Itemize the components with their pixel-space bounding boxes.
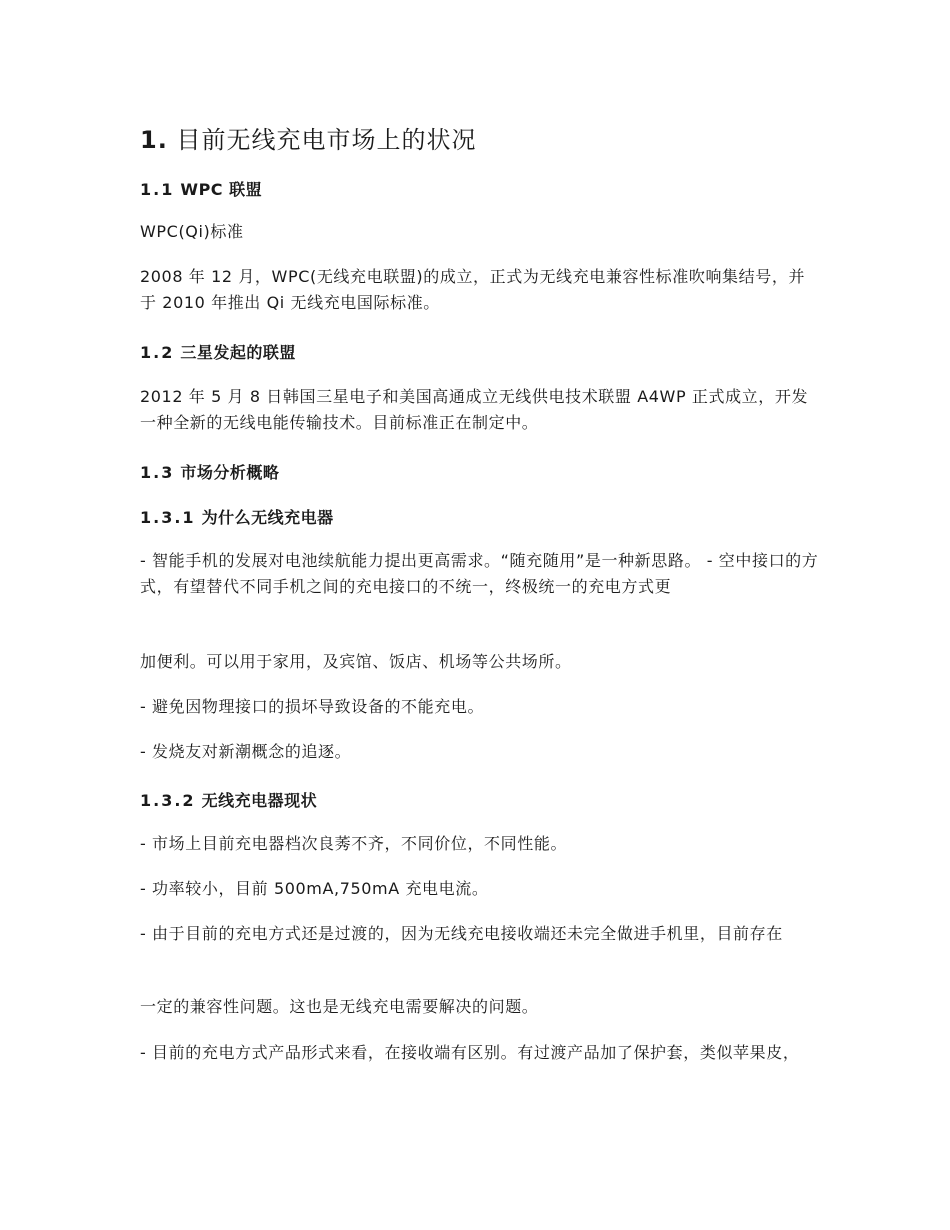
section-number: 1.3.2 bbox=[140, 791, 196, 810]
paragraph-wpc-history: 2008 年 12 月，WPC(无线充电联盟)的成立，正式为无线充电兼容性标准吹响集结号，并于 2010 年推出 Qi 无线充电国际标准。 bbox=[140, 267, 806, 312]
section-text: 无线充电器现状 bbox=[201, 791, 318, 810]
section-text: 为什么无线充电器 bbox=[201, 508, 334, 527]
paragraph-transition: - 由于目前的充电方式还是过渡的，因为无线充电接收端还未完全做进手机里，目前存在 bbox=[140, 924, 783, 943]
section-number: 1.3 bbox=[140, 463, 175, 482]
paragraph-a4wp: 2012 年 5 月 8 日韩国三星电子和美国高通成立无线供电技术联盟 A4WP 正式成立，开发一种全新的无线电能传输技术。目前标准正在制定中。 bbox=[140, 387, 809, 432]
paragraph-market-quality: - 市场上目前充电器档次良莠不齐，不同价位，不同性能。 bbox=[140, 834, 568, 853]
section-heading-1-3-1 bbox=[140, 505, 334, 528]
section-heading-1-2 bbox=[140, 340, 296, 363]
heading-text: 目前无线充电市场上的状况 bbox=[176, 126, 477, 154]
paragraph-convenience: 加便利。可以用于家用，及宾馆、饭店、机场等公共场所。 bbox=[140, 652, 572, 671]
section-text: 市场分析概略 bbox=[180, 463, 280, 482]
section-number: 1.2 bbox=[140, 343, 175, 362]
heading-number: 1. bbox=[140, 126, 168, 154]
paragraph-compatibility: 一定的兼容性问题。这也是无线充电需要解决的问题。 bbox=[140, 997, 539, 1016]
paragraph-wpc-standard: WPC(Qi)标准 bbox=[140, 222, 244, 241]
section-number: 1.3.1 bbox=[140, 508, 196, 527]
page-title bbox=[140, 120, 476, 155]
paragraph-avoid-damage: - 避免因物理接口的损坏导致设备的不能充电。 bbox=[140, 697, 485, 716]
section-heading-1-1 bbox=[140, 177, 262, 200]
paragraph-why-wireless: - 智能手机的发展对电池续航能力提出更高需求。“随充随用”是一种新思路。 - 空中接口的方式，有望替代不同手机之间的充电接口的不统一，终极统一的充电方式更 bbox=[140, 551, 819, 596]
section-heading-1-3-2 bbox=[140, 788, 317, 811]
section-text: 三星发起的联盟 bbox=[180, 343, 296, 362]
section-heading-1-3 bbox=[140, 460, 279, 483]
paragraph-power: - 功率较小，目前 500mA,750mA 充电电流。 bbox=[140, 879, 489, 898]
paragraph-product-forms: - 目前的充电方式产品形式来看，在接收端有区别。有过渡产品加了保护套，类似苹果皮， bbox=[140, 1043, 800, 1062]
section-text: WPC 联盟 bbox=[180, 180, 263, 199]
paragraph-enthusiasts: - 发烧友对新潮概念的追逐。 bbox=[140, 742, 352, 761]
section-number: 1.1 bbox=[140, 180, 175, 199]
